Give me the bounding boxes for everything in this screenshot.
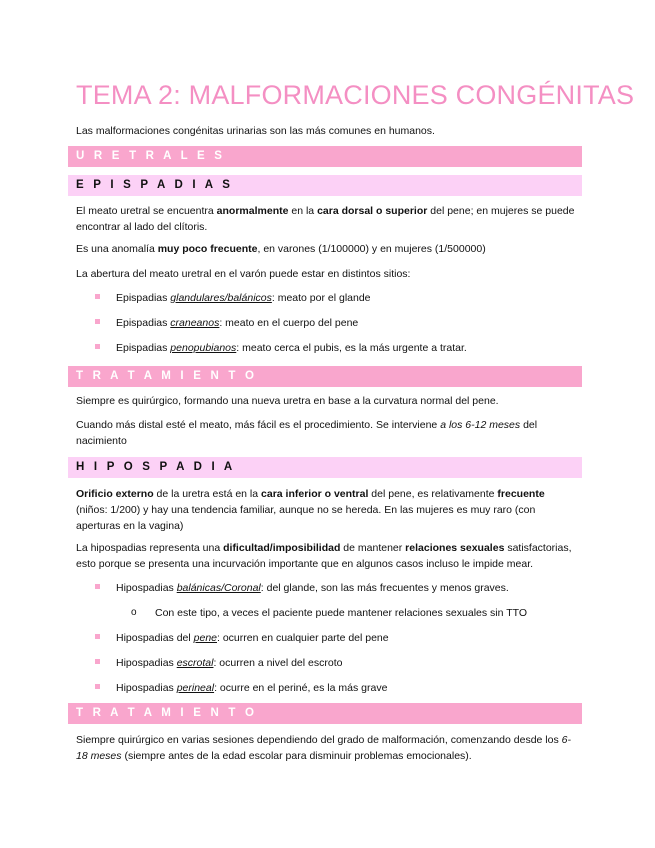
text-run: : del glande, son las más frecuentes y menos graves.	[260, 582, 509, 594]
list-item	[116, 630, 389, 646]
text-run: Siempre quirúrgico en varias sesiones dependiendo del grado de malformación, comenzando desde los	[76, 734, 562, 746]
text-run: La hipospadias representa una	[76, 542, 224, 554]
intro-text: Las malformaciones congénitas urinarias son las más comunes en humanos.	[76, 125, 435, 137]
section-header-tratamiento: T R A T A M I E N T O	[68, 366, 582, 387]
bold-run: muy poco frecuente	[157, 243, 258, 255]
bullet-icon	[95, 584, 100, 589]
bold-run: frecuente	[497, 488, 545, 500]
underlined-term: pene	[193, 632, 217, 644]
text-run: : ocurren a nivel del escroto	[213, 657, 343, 669]
epispadias-paragraph-2	[76, 241, 579, 257]
italic-run: a los 6-12 meses	[440, 419, 521, 431]
hipospadia-paragraph-1	[76, 486, 579, 534]
text-run: Es una anomalía	[76, 243, 158, 255]
text-run: : meato cerca el pubis, es la más urgente a tratar.	[236, 342, 467, 354]
list-item	[116, 680, 387, 696]
text-run: : meato por el glande	[271, 292, 371, 304]
bullet-icon	[95, 684, 100, 689]
tratamiento-paragraph-2	[76, 417, 579, 449]
text-run: Epispadias	[116, 317, 171, 329]
text-run: satisfactorias, esto porque se presenta una incurvación importante que en algunos casos incluso le impide mear.	[76, 542, 572, 570]
text-run: : ocurre en el periné, es la más grave	[214, 682, 388, 694]
bold-run: dificultad/imposibilidad	[223, 542, 341, 554]
tratamiento-2-paragraph	[76, 732, 579, 764]
text-run: , en varones (1/100000) y en mujeres (1/500000)	[257, 243, 486, 255]
bullet-icon	[95, 294, 100, 299]
list-item	[116, 655, 342, 671]
bullet-icon	[95, 659, 100, 664]
underlined-term: craneanos	[170, 317, 220, 329]
text-run: Hipospadias del	[116, 632, 194, 644]
text-run: en la	[288, 205, 318, 217]
bold-run: cara inferior o ventral	[261, 488, 369, 500]
text-run: Cuando más distal esté el meato, más fácil es el procedimiento. Se interviene	[76, 419, 441, 431]
section-header-hipospadia: H I P O S P A D I A	[68, 457, 582, 478]
text-run: (siempre antes de la edad escolar para disminuir problemas emocionales).	[121, 750, 472, 762]
text-run: del pene; en mujeres se puede encontrar al lado del clítoris.	[76, 205, 575, 233]
list-item	[116, 580, 509, 596]
section-header-epispadias: E P I S P A D I A S	[68, 175, 582, 196]
underlined-term: perineal	[176, 682, 215, 694]
underlined-term: balánicas/Coronal	[176, 582, 261, 594]
text-run: del nacimiento	[76, 419, 538, 447]
bold-run: cara dorsal o superior	[317, 205, 428, 217]
text-run: Epispadias	[116, 342, 171, 354]
underlined-term: penopubianos	[170, 342, 237, 354]
epispadias-paragraph-3: La abertura del meato uretral en el varón puede estar en distintos sitios:	[76, 268, 411, 280]
bullet-icon	[95, 634, 100, 639]
italic-run: 6-18 meses	[76, 734, 571, 762]
sub-list-item: Con este tipo, a veces el paciente puede mantener relaciones sexuales sin TTO	[155, 607, 527, 619]
text-run: (niños: 1/200) y hay una tendencia familiar, aunque no se hereda. En las mujeres es muy raro (con aperturas en la vagina)	[76, 504, 536, 532]
underlined-term: escrotal	[176, 657, 214, 669]
tratamiento-paragraph-1: Siempre es quirúrgico, formando una nueva uretra en base a la curvatura normal del pene.	[76, 395, 499, 407]
text-run: : meato en el cuerpo del pene	[219, 317, 359, 329]
text-run: : ocurren en cualquier parte del pene	[217, 632, 389, 644]
bullet-icon	[95, 344, 100, 349]
section-header-uretrales: U R E T R A L E S	[68, 146, 582, 167]
text-run: El meato uretral se encuentra	[76, 205, 217, 217]
text-run: del pene, es relativamente	[368, 488, 498, 500]
page-title: TEMA 2: MALFORMACIONES CONGÉNITAS	[76, 80, 635, 110]
bold-run: Orificio externo	[76, 488, 154, 500]
text-run: Hipospadias	[116, 582, 177, 594]
text-run: de la uretra está en la	[153, 488, 262, 500]
list-item	[116, 315, 358, 331]
epispadias-paragraph-1	[76, 203, 579, 235]
text-run: Hipospadias	[116, 657, 177, 669]
list-item	[116, 340, 467, 356]
underlined-term: glandulares/balánicos	[170, 292, 272, 304]
section-header-tratamiento-2: T R A T A M I E N T O	[68, 703, 582, 724]
text-run: de mantener	[340, 542, 406, 554]
bold-run: anormalmente	[216, 205, 289, 217]
text-run: Epispadias	[116, 292, 171, 304]
list-item	[116, 290, 371, 306]
hipospadia-paragraph-2	[76, 540, 579, 572]
sub-bullet-marker: o	[131, 607, 137, 618]
text-run: Hipospadias	[116, 682, 177, 694]
bold-run: relaciones sexuales	[405, 542, 505, 554]
bullet-icon	[95, 319, 100, 324]
